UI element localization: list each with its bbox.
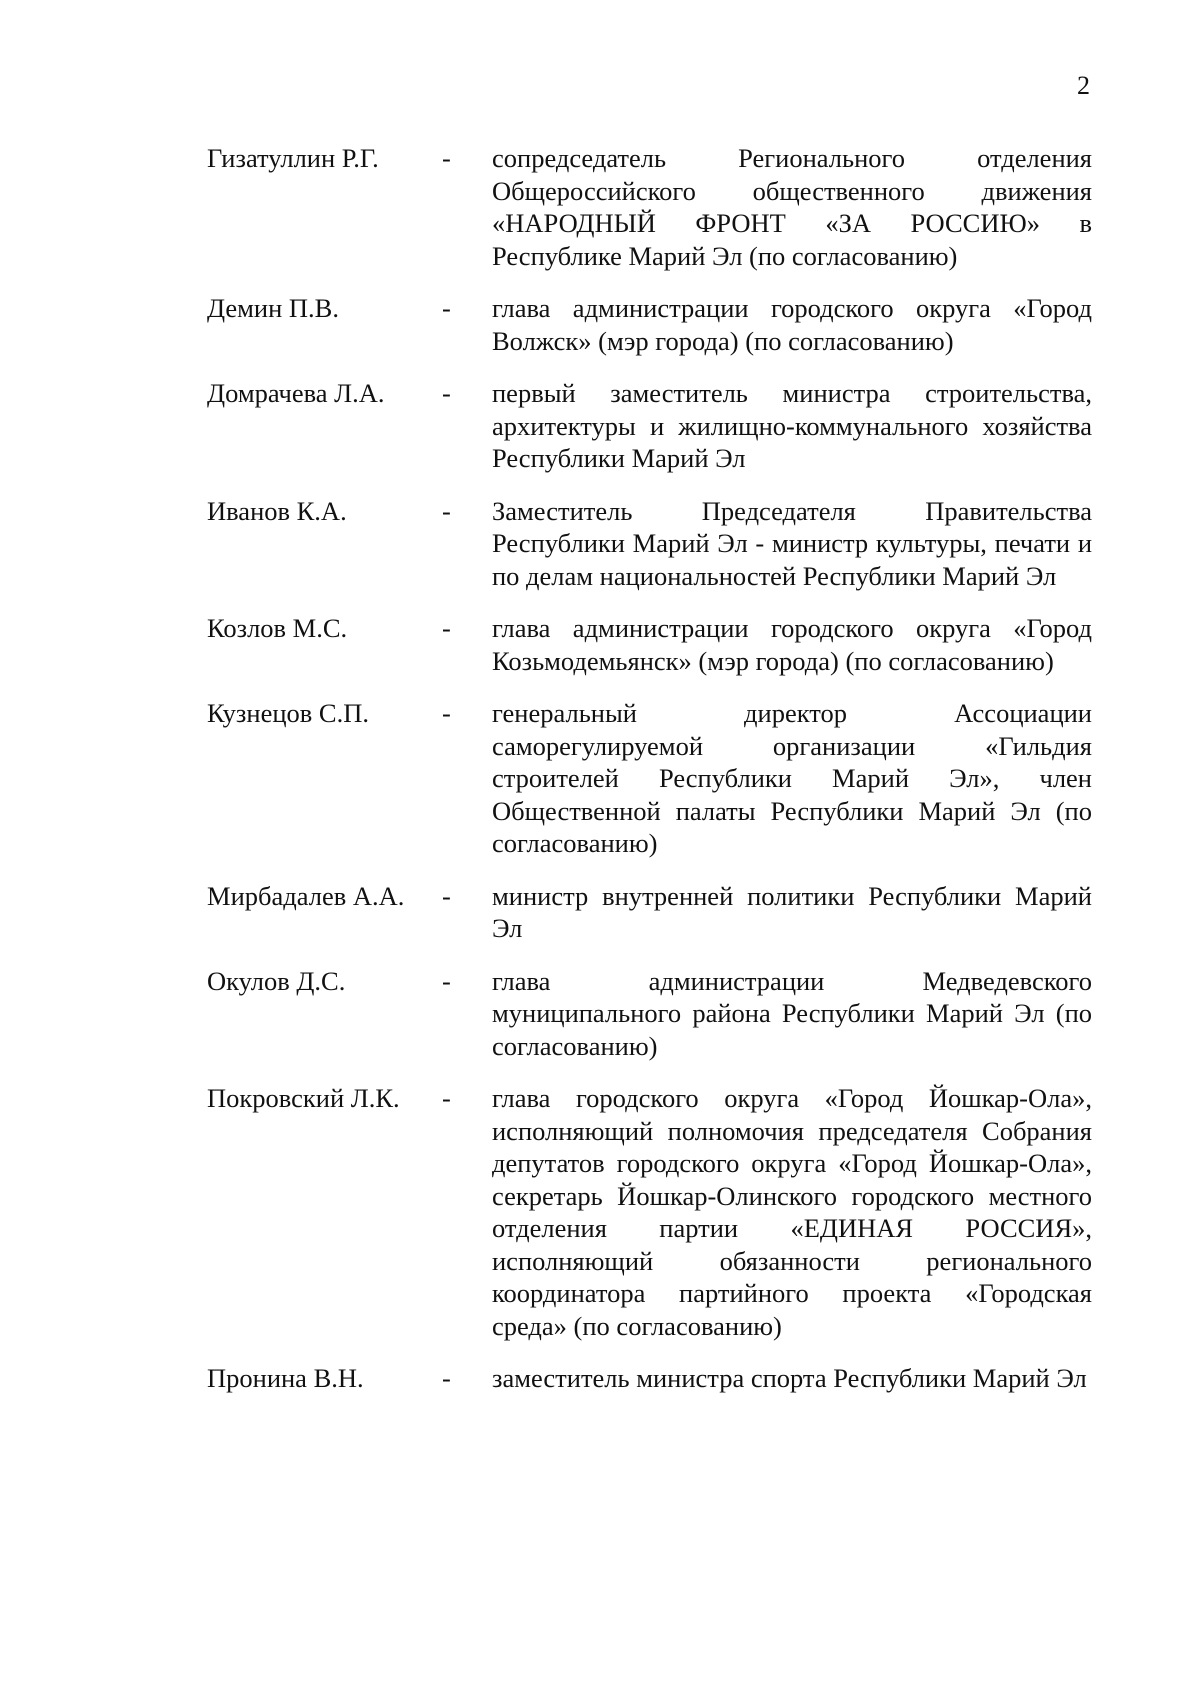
member-name: Демин П.В.	[207, 293, 339, 323]
separator-dash: -	[442, 1083, 451, 1113]
separator-dash: -	[442, 698, 451, 728]
member-name: Иванов К.А.	[207, 495, 347, 526]
member-name: Гизатуллин Р.Г.	[207, 143, 379, 173]
separator-dash: -	[442, 965, 451, 996]
separator-dash: -	[442, 880, 451, 911]
member-position: Заместитель Председателя Правительства Республики Марий Эл - министр культуры, печати и по делам национальностей Республики Марий Эл	[492, 495, 1092, 591]
separator-dash: -	[442, 613, 451, 643]
member-entry	[207, 292, 1092, 357]
member-entry	[207, 612, 1092, 677]
separator-dash: -	[442, 495, 451, 526]
member-name: Окулов Д.С.	[207, 965, 346, 996]
member-entry	[207, 1362, 1092, 1395]
member-position: глава администрации Медведевского муниципального района Республики Марий Эл (по согласованию)	[492, 965, 1092, 1061]
member-position: заместитель министра спорта Республики Марий Эл	[492, 1363, 1087, 1393]
page-number: 2	[1077, 71, 1090, 100]
member-name: Домрачева Л.А.	[207, 378, 385, 408]
member-list	[207, 142, 1092, 1395]
member-name: Кузнецов С.П.	[207, 698, 369, 728]
member-entry	[207, 377, 1092, 475]
member-entry	[207, 142, 1092, 272]
separator-dash: -	[442, 1363, 451, 1393]
member-name: Мирбадалев А.А.	[207, 880, 405, 911]
member-position: генеральный директор Ассоциации саморегулируемой организации «Гильдия строителей Республики Марий Эл», член Общественной палаты Республики Марий Эл (по согласованию)	[492, 698, 1092, 858]
member-position: сопредседатель Регионального отделения Общероссийского общественного движения «НАРОДНЫЙ ФРОНТ «ЗА РОССИЮ» в Республике Марий Эл (по согласованию)	[492, 143, 1092, 271]
member-entry	[207, 697, 1092, 860]
member-entry	[207, 880, 1092, 945]
member-name: Пронина В.Н.	[207, 1363, 364, 1393]
member-position: глава администрации городского округа «Город Козьмодемьянск» (мэр города) (по согласованию)	[492, 613, 1092, 676]
member-entry	[207, 495, 1092, 593]
member-entry	[207, 965, 1092, 1063]
separator-dash: -	[442, 143, 451, 173]
member-position: глава городского округа «Город Йошкар-Ола», исполняющий полномочия председателя Собрания депутатов городского округа «Город Йошкар-Ола», секретарь Йошкар-Олинского городского местного отделения партии «ЕДИНАЯ РОССИЯ», исполняющий обязанности регионального координатора партийного проекта «Городская среда» (по согласованию)	[492, 1083, 1092, 1341]
member-position: глава администрации городского округа «Город Волжск» (мэр города) (по согласованию)	[492, 293, 1092, 356]
member-position: первый заместитель министра строительства, архитектуры и жилищно-коммунального хозяйства Республики Марий Эл	[492, 378, 1092, 473]
separator-dash: -	[442, 293, 451, 323]
member-name: Козлов М.С.	[207, 613, 348, 643]
member-position: министр внутренней политики Республики Марий Эл	[492, 880, 1092, 943]
separator-dash: -	[442, 378, 451, 408]
member-entry	[207, 1082, 1092, 1342]
member-name: Покровский Л.К.	[207, 1083, 400, 1113]
